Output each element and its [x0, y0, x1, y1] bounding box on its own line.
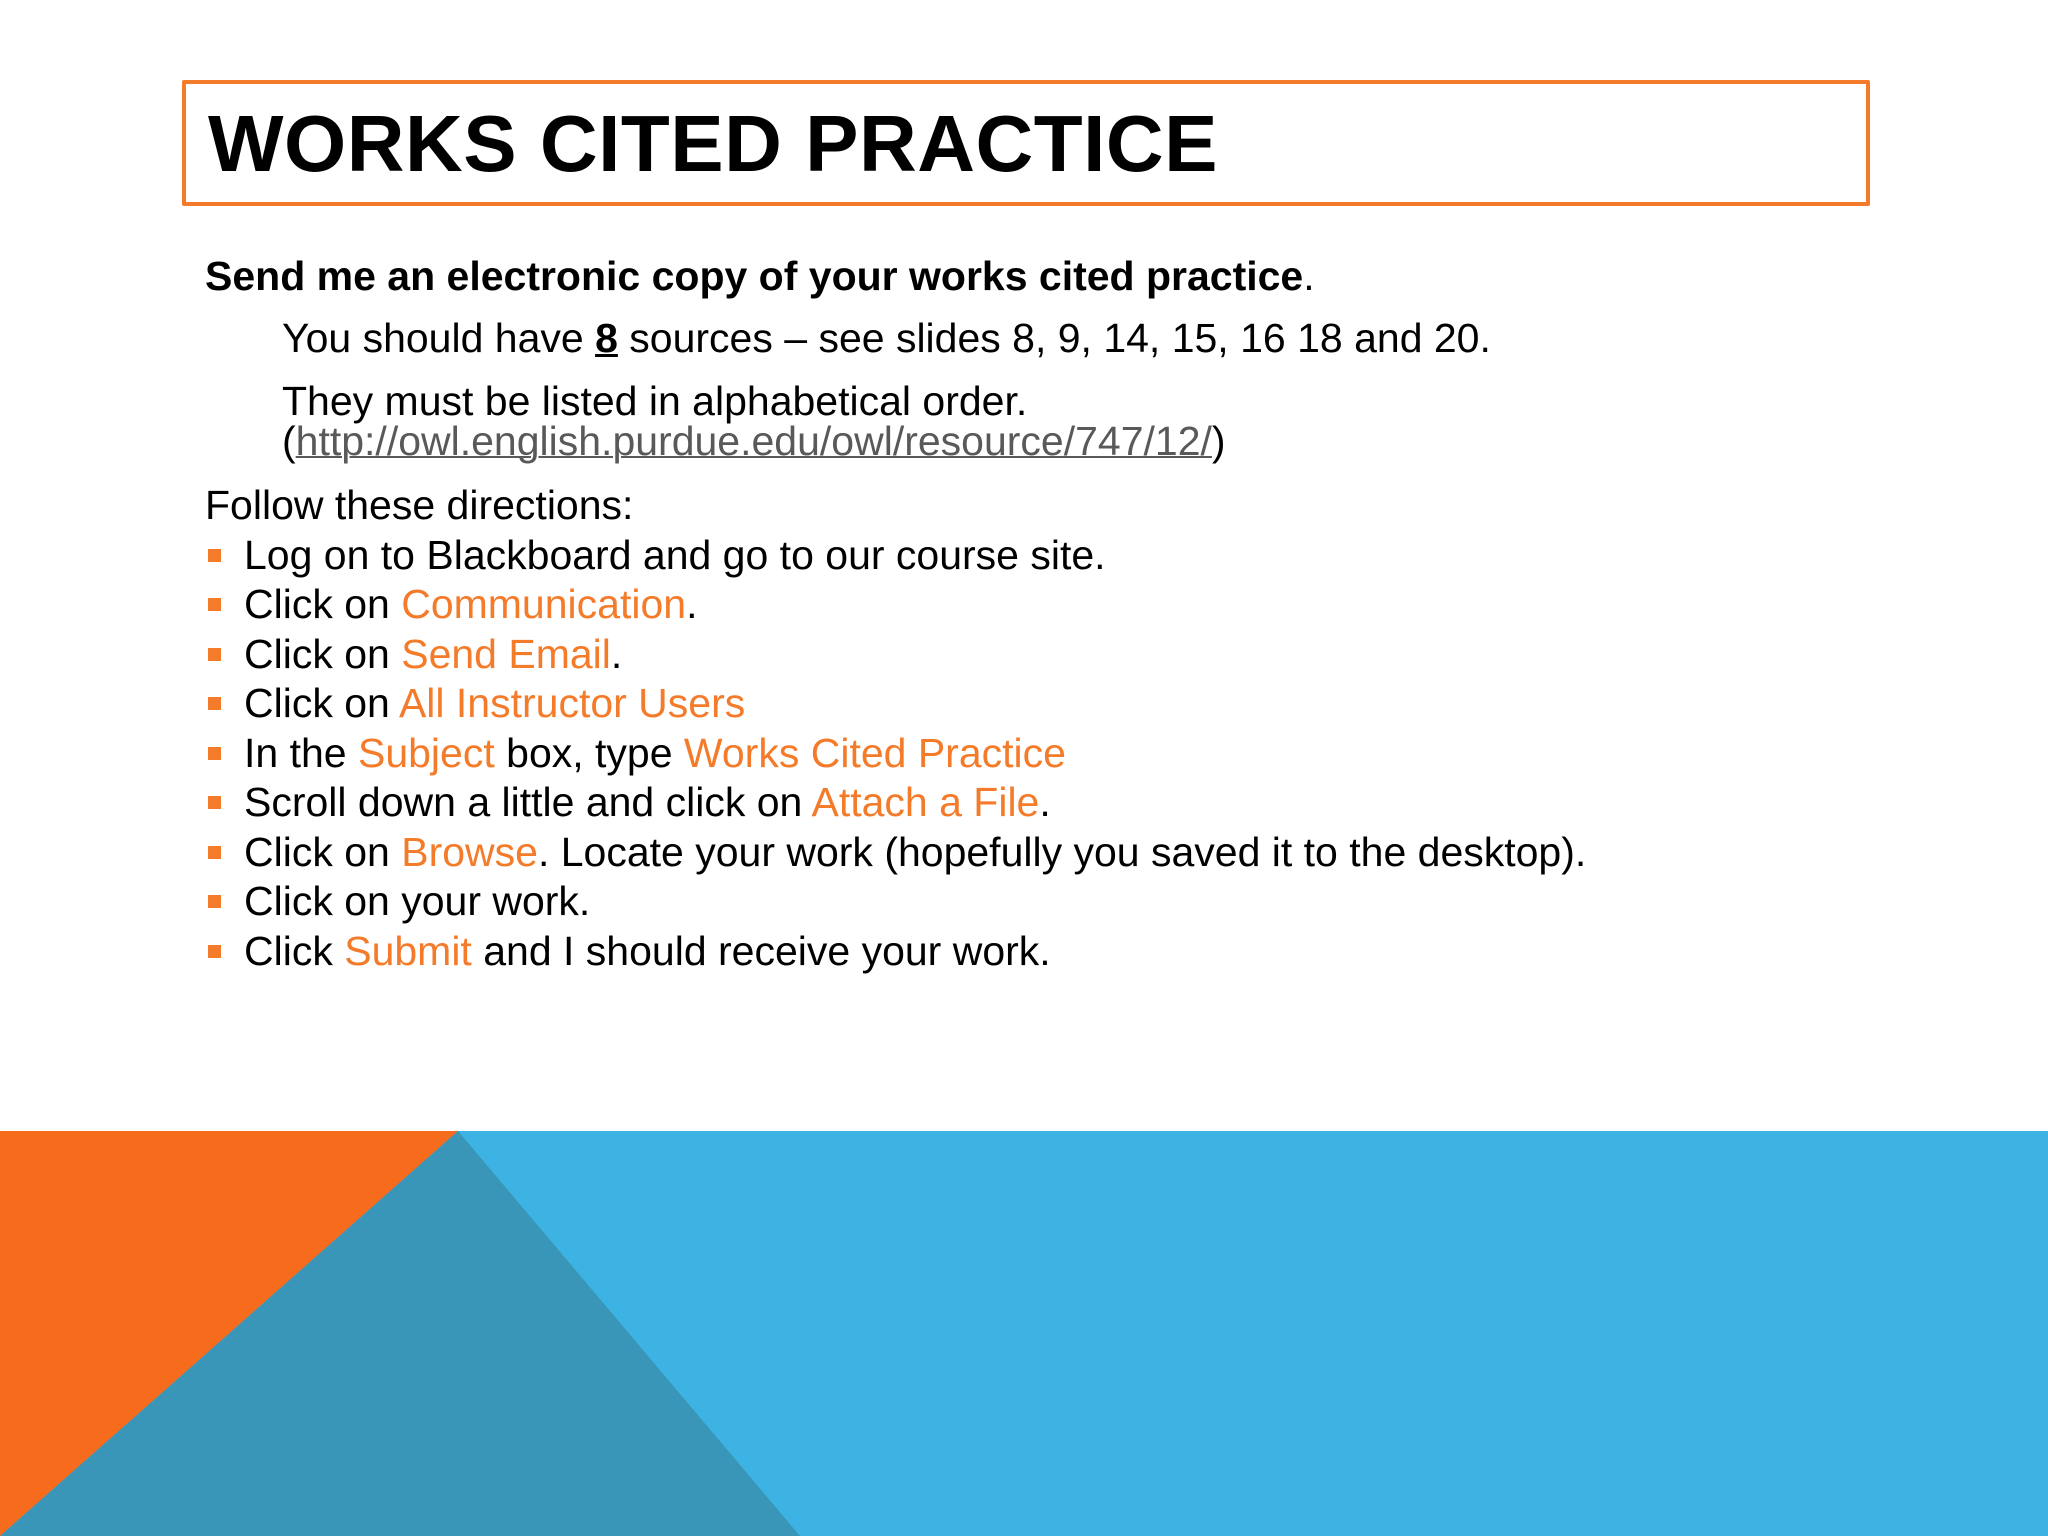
step-highlight: Submit [344, 928, 472, 974]
square-bullet-icon [208, 697, 221, 710]
step-highlight: Attach a File [811, 779, 1040, 825]
step-text-plain: Click on [244, 581, 402, 627]
step-text-plain: Click on [244, 829, 402, 875]
sources-line [282, 315, 1491, 361]
step-highlight: Send Email [401, 631, 611, 677]
square-bullet-icon [208, 846, 221, 859]
intro-line [205, 253, 1315, 299]
step-text [244, 581, 698, 627]
step-text [244, 878, 591, 924]
square-bullet-icon [208, 747, 221, 760]
step-text [244, 829, 1587, 875]
step-text [244, 928, 1051, 974]
alphabetical-line: They must be listed in alphabetical order. [282, 378, 1028, 424]
step-text-plain: Click on your work. [244, 878, 591, 924]
sources-number: 8 [595, 315, 618, 361]
directions-heading: Follow these directions: [205, 482, 634, 528]
slide-title: WORKS CITED PRACTICE [208, 99, 1218, 188]
decorative-banner [0, 1131, 2048, 1536]
square-bullet-icon [208, 549, 221, 562]
title-box [182, 80, 1870, 206]
square-bullet-icon [208, 796, 221, 809]
link-open-paren: ( [282, 418, 296, 464]
step-highlight: Subject [357, 730, 495, 776]
step-highlight: All Instructor Users [398, 680, 746, 726]
owl-purdue-link[interactable]: http://owl.english.purdue.edu/owl/resource/747/12/ [295, 418, 1212, 464]
step-text-plain: Click on [244, 631, 402, 677]
step-text [244, 532, 1106, 578]
step-text-plain: . [1039, 779, 1051, 825]
step-text-plain: and I should receive your work. [471, 928, 1051, 974]
step-text-plain: . [610, 631, 623, 677]
step-text-plain: . Locate your work (hopefully you saved it to the desktop). [537, 829, 1587, 875]
step-text-plain: Log on to Blackboard and go to our course site. [244, 532, 1106, 578]
square-bullet-icon [208, 945, 221, 958]
step-text-plain: Scroll down a little and click on [244, 779, 812, 825]
step-text [244, 779, 1051, 825]
sources-after: sources – see slides 8, 9, 14, 15, 16 18 and 20. [617, 315, 1491, 361]
link-line [282, 418, 1226, 464]
square-bullet-icon [208, 895, 221, 908]
step-text-plain: box, type [494, 730, 684, 776]
step-highlight: Browse [401, 829, 538, 875]
step-highlight: Communication [401, 581, 687, 627]
step-text-plain: . [686, 581, 698, 627]
step-text-plain: Click [244, 928, 345, 974]
link-close-paren: ) [1211, 418, 1226, 464]
step-text [244, 730, 1066, 776]
square-bullet-icon [208, 598, 221, 611]
step-text-plain: Click on [244, 680, 399, 726]
intro-end-punct: . [1303, 253, 1315, 299]
square-bullet-icon [208, 648, 221, 661]
step-text [244, 680, 746, 726]
step-text [244, 631, 623, 677]
intro-bold-text: Send me an electronic copy of your works cited practice [205, 253, 1304, 299]
step-highlight: Works Cited Practice [683, 730, 1066, 776]
sources-before: You should have [282, 315, 596, 361]
step-text-plain: In the [244, 730, 358, 776]
